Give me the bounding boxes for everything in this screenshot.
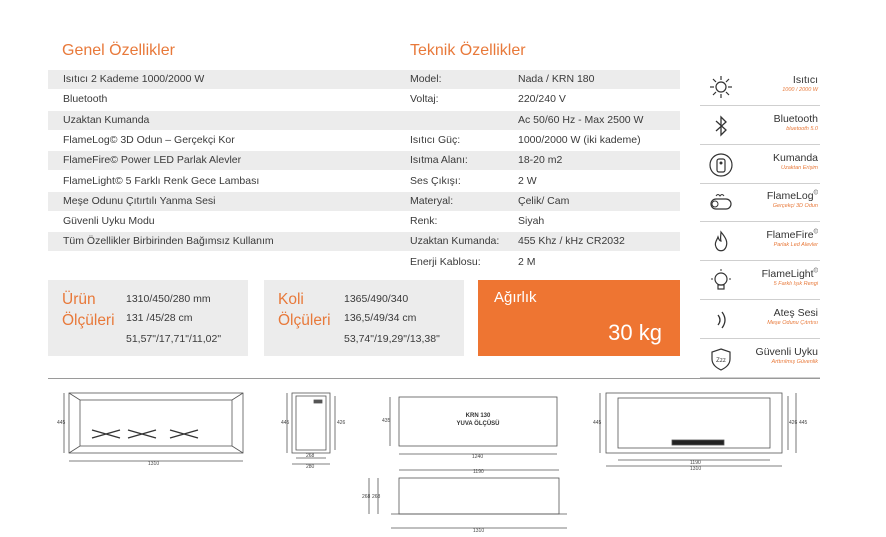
general-feature-item: Bluetooth xyxy=(63,93,108,106)
product-label-2: Ölçüleri xyxy=(62,312,115,329)
top-width-label: 1190 xyxy=(473,469,484,475)
side-depth-2-label: 280 xyxy=(306,464,315,470)
back-height-3-label: 445 xyxy=(799,420,808,426)
general-feature-item: Meşe Odunu Çıtırtılı Yanma Sesi xyxy=(63,194,216,207)
package-dim-inch: 53,74"/19,29"/13,38" xyxy=(344,333,440,345)
feature-title-text: Ateş Sesi xyxy=(773,306,818,319)
weight-label: Ağırlık xyxy=(494,289,537,306)
feature-subtitle: Arttırılmış Güvenlik xyxy=(771,358,818,365)
general-feature-item: Uzaktan Kumanda xyxy=(63,113,150,126)
feature-subtitle: Gerçekçi 3D Odun xyxy=(772,203,818,210)
back-view-drawing xyxy=(600,393,796,466)
copyright-mark: © xyxy=(813,229,818,236)
package-dim-mm: 1365/490/340 xyxy=(344,293,409,305)
tech-spec-value: 220/240 V xyxy=(518,93,566,106)
feature-title-text: Bluetooth xyxy=(773,112,818,125)
back-width-label: 1190 xyxy=(690,460,701,466)
tech-spec-value: 2 M xyxy=(518,255,536,268)
side-depth-label: 268 xyxy=(306,453,315,459)
tech-spec-value: 1000/2000 W (iki kademe) xyxy=(518,133,641,146)
tech-spec-label: Enerji Kablosu: xyxy=(410,255,481,268)
tech-spec-value: 2 W xyxy=(518,174,537,187)
general-feature-item: FlameLight© 5 Farklı Renk Gece Lambası xyxy=(63,174,260,187)
cutout-model-label: KRN 130 xyxy=(465,413,491,419)
tech-spec-label: Uzaktan Kumanda: xyxy=(410,235,500,248)
product-label: Ürün xyxy=(62,291,96,308)
product-dim-mm: 1310/450/280 mm xyxy=(126,293,211,305)
feature-title-text: FlameFire xyxy=(766,229,814,242)
general-feature-item: Tüm Özellikler Birbirinden Bağımsız Kullanım xyxy=(63,235,274,248)
feature-title-text: Güvenli Uyku xyxy=(755,345,818,358)
package-label: Koli xyxy=(278,291,304,308)
back-height-2-label: 426 xyxy=(789,420,798,426)
cutout-title-label: YUVA ÖLÇÜSÜ xyxy=(456,421,500,427)
feature-subtitle: Meşe Odunu Çıtırtısı xyxy=(767,319,818,326)
general-feature-item: FlameLog© 3D Odun – Gerçekçi Kor xyxy=(63,133,235,146)
front-width-label: 1310 xyxy=(148,461,160,467)
product-dim-inch: 51,57"/17,71"/11,02" xyxy=(126,333,222,345)
tech-spec-label: Isıtma Alanı: xyxy=(410,154,468,167)
tech-spec-value: 18-20 m2 xyxy=(518,154,563,167)
tech-spec-label: Ses Çıkışı: xyxy=(410,174,461,187)
feature-subtitle: bluetooth 5.0 xyxy=(786,125,818,132)
copyright-mark: © xyxy=(813,268,818,275)
weight-value: 30 kg xyxy=(608,320,662,345)
copyright-mark: © xyxy=(813,190,818,197)
back-width-2-label: 1310 xyxy=(690,466,702,472)
general-feature-item: Güvenli Uyku Modu xyxy=(63,215,155,228)
tech-spec-value: Nada / KRN 180 xyxy=(518,73,595,85)
feature-subtitle: Uzaktan Erişim xyxy=(781,164,818,171)
general-feature-item: FlameFire© Power LED Parlak Alevler xyxy=(63,154,242,167)
tech-spec-value: 455 Khz / kHz CR2032 xyxy=(518,235,625,248)
top-width-2-label: 1310 xyxy=(473,528,485,534)
tech-spec-value: Çelik/ Cam xyxy=(518,194,570,207)
top-height-label: 268 xyxy=(362,494,371,500)
feature-title-text: Isıtıcı xyxy=(792,74,818,86)
tech-spec-value: Siyah xyxy=(518,215,545,228)
front-height-label: 445 xyxy=(57,420,66,426)
feature-subtitle: 5 Farklı Işık Rengi xyxy=(773,281,818,287)
side-height-2-label: 426 xyxy=(337,420,346,426)
general-features-title: Genel Özellikler xyxy=(62,42,175,59)
feature-subtitle: Parlak Led Alevler xyxy=(773,242,818,249)
feature-title-text: FlameLog xyxy=(766,190,814,203)
svg-text:Zzz: Zzz xyxy=(716,357,726,364)
tech-spec-value: Ac 50/60 Hz - Max 2500 W xyxy=(518,113,644,126)
feature-title-text: Kumanda xyxy=(773,151,818,164)
feature-subtitle: 1000 / 2000 W xyxy=(782,87,818,93)
tech-spec-label: Voltaj: xyxy=(410,93,439,106)
top-view-drawing xyxy=(369,470,567,528)
general-feature-item: Isıtıcı 2 Kademe 1000/2000 W xyxy=(63,73,205,85)
front-view-drawing xyxy=(64,393,243,461)
package-dim-cm: 136,5/49/34 cm xyxy=(344,312,417,324)
tech-spec-label: Renk: xyxy=(410,215,438,228)
product-dim-cm: 131 /45/28 cm xyxy=(126,312,193,324)
tech-spec-label: Model: xyxy=(410,73,442,85)
technical-features-title: Teknik Özellikler xyxy=(410,42,526,59)
tech-spec-label: Materyal: xyxy=(410,194,454,207)
cutout-width-label: 1240 xyxy=(472,454,484,460)
package-label-2: Ölçüleri xyxy=(278,312,331,329)
back-height-label: 445 xyxy=(593,420,602,426)
top-height-2-label: 268 xyxy=(372,494,381,500)
feature-title-text: FlameLight xyxy=(761,268,814,280)
cutout-height-label: 435 xyxy=(382,418,391,424)
side-height-label: 445 xyxy=(281,420,290,426)
tech-spec-label: Isıtıcı Güç: xyxy=(410,133,461,146)
